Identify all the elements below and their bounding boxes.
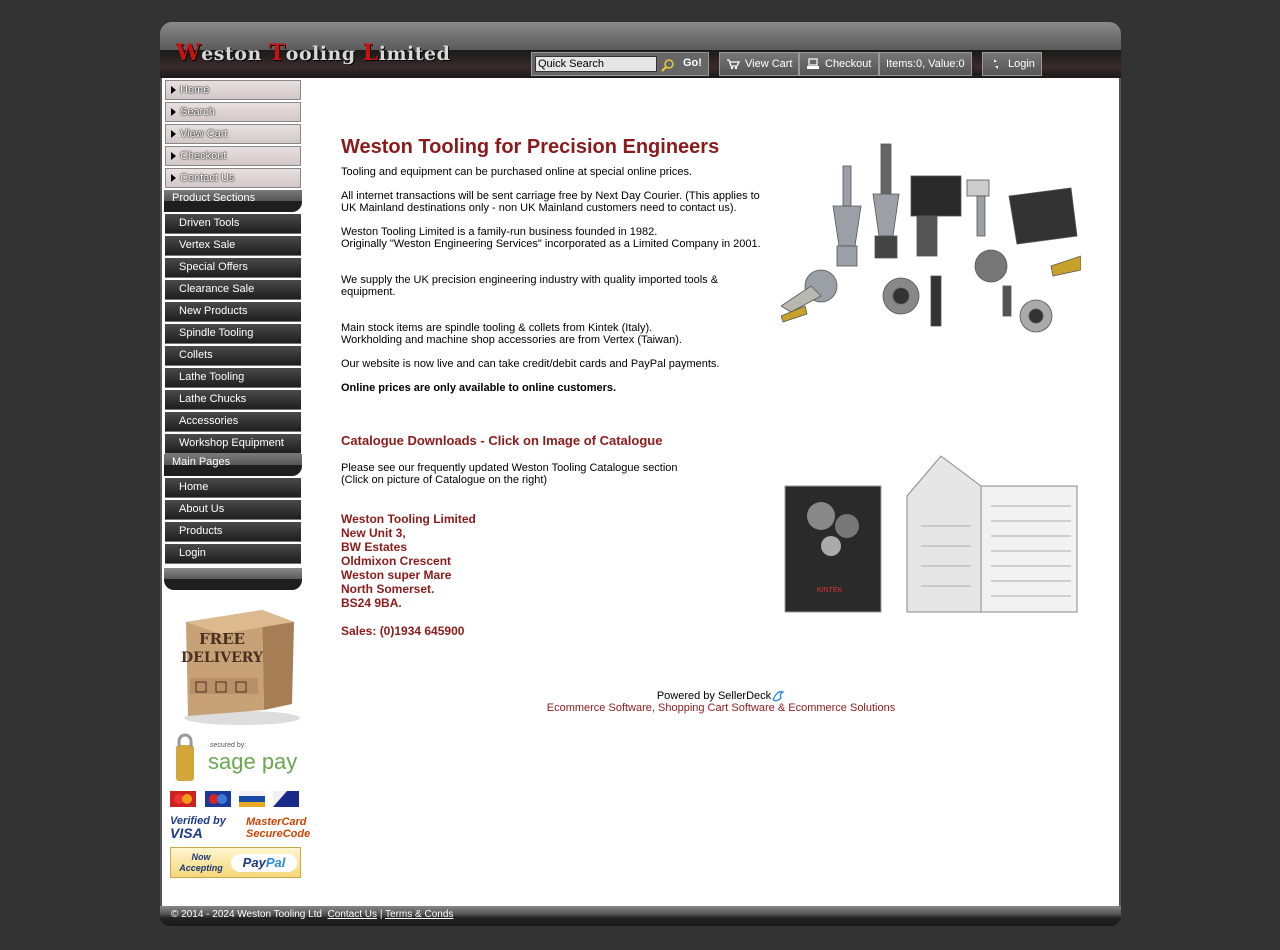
sidebar-item-collets[interactable]: Collets — [165, 346, 301, 366]
free-delivery-box-image — [176, 600, 306, 728]
stock-paragraph — [341, 322, 766, 346]
login-button[interactable] — [982, 52, 1042, 76]
cart-icon — [726, 58, 740, 70]
main-pages-heading — [164, 454, 302, 476]
content-area — [160, 78, 1121, 906]
search-icon[interactable] — [661, 58, 675, 72]
login-arrows-icon — [989, 58, 1003, 70]
mastercard-text: MasterCard — [246, 816, 307, 828]
section-title: Main Pages — [172, 456, 231, 468]
sales-phone: Sales: (0)1934 645900 — [341, 624, 465, 638]
visa-text: VISA — [170, 825, 203, 841]
footer-separator: | — [379, 909, 383, 920]
catalogue-heading: Catalogue Downloads - Click on Image of Catalogue — [341, 433, 663, 448]
address-line: Weston Tooling Limited — [341, 512, 476, 526]
card-logos — [170, 789, 302, 809]
footer — [160, 906, 1121, 926]
intro-paragraph: Tooling and equipment can be purchased online at special online prices. — [341, 166, 693, 178]
powered-by-text: Powered by SellerDeck — [656, 690, 772, 702]
now-accepting-text: Now Accepting — [179, 852, 223, 873]
page-frame — [160, 22, 1121, 927]
cart-summary-text: Items:0, Value:0 — [886, 58, 965, 70]
arrow-right-icon — [171, 152, 176, 160]
address-line: North Somerset. — [341, 582, 435, 596]
quick-search-input[interactable] — [535, 56, 657, 72]
sidebar-link-view-cart[interactable] — [165, 124, 301, 144]
logo-text-3: imited — [378, 43, 451, 65]
footer-terms-link[interactable]: Terms & Conds — [385, 909, 454, 920]
delivery-paragraph: All internet transactions will be sent carriage free by Next Day Courier. (This applies to UK Mainland destinations only - non UK Mainland customers need to contact us). — [341, 190, 760, 214]
sidebar-link-search[interactable] — [165, 102, 301, 122]
site-logo[interactable] — [176, 40, 450, 64]
sagepay-badge — [170, 733, 302, 785]
secured-by-text: secured by: — [210, 742, 247, 749]
footer-contact-link[interactable]: Contact Us — [327, 909, 378, 920]
tooling-products-image — [781, 136, 1081, 341]
sidebar-link-checkout[interactable] — [165, 146, 301, 166]
arrow-right-icon — [171, 108, 176, 116]
verified-by-text: Verified by — [170, 815, 226, 827]
catalogue-line1: Please see our frequently updated Weston Tooling Catalogue section — [341, 462, 678, 474]
copyright-text: © 2014 - 2024 Weston Tooling Ltd — [171, 909, 322, 920]
sidebar-link-label: Contact Us — [180, 172, 235, 184]
history-line2: Originally "Weston Engineering Services" incorporated as a Limited Company in 2001. — [341, 238, 761, 250]
paypal-logo — [231, 854, 297, 872]
box-text-line1: FREE — [199, 630, 245, 648]
quick-search — [531, 52, 709, 76]
powered-by — [341, 690, 1101, 714]
secure-badges — [170, 815, 311, 843]
address-line: Weston super Mare — [341, 568, 452, 582]
sidebar-item-new-products[interactable]: New Products — [165, 302, 301, 322]
product-sections-heading — [164, 190, 302, 212]
search-go-button[interactable]: Go! — [679, 55, 706, 71]
supply-paragraph: We supply the UK precision engineering industry with quality imported tools & equipment. — [341, 274, 719, 298]
logo-initial-w: W — [176, 40, 202, 66]
address-line: New Unit 3, — [341, 526, 406, 540]
checkout-button[interactable] — [799, 52, 879, 76]
view-cart-label: View Cart — [745, 58, 793, 70]
sagepay-logo-text: sage pay — [208, 749, 298, 774]
address-line: BS24 9BA. — [341, 596, 402, 610]
sidebar-item-spindle-tooling[interactable]: Spindle Tooling — [165, 324, 301, 344]
sidebar-end-cap — [164, 568, 302, 590]
sidebar-link-label: View Cart — [180, 128, 228, 140]
sidebar-item-lathe-tooling[interactable]: Lathe Tooling — [165, 368, 301, 388]
cart-summary — [879, 52, 972, 76]
sidebar-link-home[interactable] — [165, 80, 301, 100]
sidebar-item-clearance-sale[interactable]: Clearance Sale — [165, 280, 301, 300]
box-text-line2: DELIVERY — [181, 650, 263, 666]
payments-paragraph: Our website is now live and can take credit/debit cards and PayPal payments. — [341, 358, 720, 370]
sidebar-item-accessories[interactable]: Accessories — [165, 412, 301, 432]
sidebar-link-label: Checkout — [180, 150, 227, 162]
ecommerce-software-link[interactable]: Ecommerce Software, Shopping Cart Software & Ecommerce Solutions — [546, 702, 896, 714]
arrow-right-icon — [171, 174, 176, 182]
sidebar — [164, 78, 302, 590]
address-line: BW Estates — [341, 540, 408, 554]
history-paragraph — [341, 226, 766, 250]
sidebar-item-login[interactable]: Login — [165, 544, 301, 564]
paypal-pal-text: Pal — [265, 855, 286, 870]
paypal-badge — [170, 847, 301, 878]
sidebar-item-vertex-sale[interactable]: Vertex Sale — [165, 236, 301, 256]
logo-initial-l: L — [362, 40, 379, 66]
company-address — [341, 512, 476, 638]
view-cart-button[interactable] — [719, 52, 799, 76]
catalogue-paragraph — [341, 462, 766, 486]
sidebar-item-lathe-chucks[interactable]: Lathe Chucks — [165, 390, 301, 410]
catalogue-brand-text: KINTEK — [817, 587, 843, 594]
securecode-text: SecureCode — [246, 828, 311, 840]
history-line1: Weston Tooling Limited is a family-run business founded in 1982. — [341, 226, 658, 238]
sidebar-item-driven-tools[interactable]: Driven Tools — [165, 214, 301, 234]
section-title: Product Sections — [172, 192, 256, 204]
sidebar-link-label: Search — [180, 106, 215, 118]
paypal-pay-text: Pay — [242, 855, 266, 870]
sidebar-item-workshop-equipment[interactable]: Workshop Equipment — [165, 434, 301, 454]
register-icon — [806, 58, 820, 70]
address-line: Oldmixon Crescent — [341, 554, 452, 568]
arrow-right-icon — [171, 130, 176, 138]
logo-initial-t: T — [268, 40, 286, 66]
checkout-label: Checkout — [825, 58, 872, 70]
page-title: Weston Tooling for Precision Engineers — [341, 136, 720, 158]
stock-line2: Workholding and machine shop accessories are from Vertex (Taiwan). — [341, 334, 682, 346]
catalogue-line2: (Click on picture of Catalogue on the right) — [341, 474, 548, 486]
sidebar-item-home[interactable]: Home — [165, 478, 301, 498]
catalogue-image[interactable] — [781, 446, 1081, 618]
sidebar-item-products[interactable]: Products — [165, 522, 301, 542]
sidebar-link-contact-us[interactable] — [165, 168, 301, 188]
sidebar-item-about-us[interactable]: About Us — [165, 500, 301, 520]
stock-line1: Main stock items are spindle tooling & collets from Kintek (Italy). — [341, 322, 653, 334]
arrow-right-icon — [171, 86, 176, 94]
sidebar-item-special-offers[interactable]: Special Offers — [165, 258, 301, 278]
logo-text-2: ooling — [285, 43, 363, 65]
login-label: Login — [1008, 58, 1035, 70]
online-prices-note: Online prices are only available to online customers. — [341, 382, 617, 394]
logo-text-1: eston — [201, 43, 269, 65]
sidebar-link-label: Home — [180, 84, 210, 96]
sellerdeck-logo-icon — [771, 690, 785, 702]
